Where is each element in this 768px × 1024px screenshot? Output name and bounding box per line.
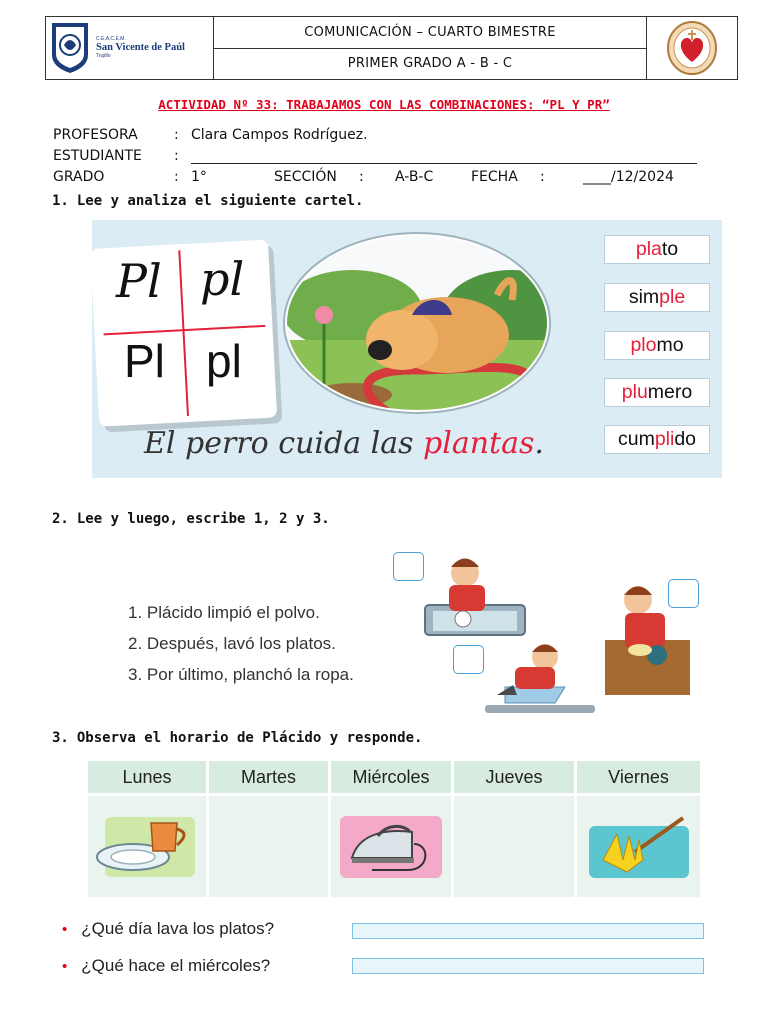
course-title: COMUNICACIÓN – CUARTO BIMESTRE xyxy=(214,17,646,49)
q2-title xyxy=(52,511,330,527)
student-row xyxy=(53,148,703,169)
student-name-line[interactable] xyxy=(191,163,697,164)
duster-icon xyxy=(587,814,691,880)
date-label: FECHA xyxy=(471,169,518,185)
word-3-post: mo xyxy=(656,334,684,356)
bullet-1: • xyxy=(62,921,68,938)
answer-1-input[interactable] xyxy=(352,923,704,939)
word-card-5 xyxy=(604,425,710,454)
order-box-ironing[interactable] xyxy=(453,645,484,674)
word-4-highlight: plu xyxy=(621,381,648,403)
q1-title xyxy=(52,193,363,209)
cursive-upper-pl: Pl xyxy=(116,254,162,308)
word-card-1 xyxy=(604,235,710,264)
day-cell-lunes xyxy=(88,793,209,897)
school-logo-block xyxy=(46,17,214,79)
word-2-pre: sim xyxy=(628,286,660,308)
word-5-post: do xyxy=(674,428,697,450)
pl-poster xyxy=(92,220,722,478)
section-value: A-B-C xyxy=(395,169,434,185)
sentence-end: . xyxy=(534,426,544,461)
section-colon: : xyxy=(359,169,364,185)
plate-cup-icon xyxy=(95,815,199,879)
word-5-pre: cum xyxy=(617,428,655,450)
word-3-highlight: plo xyxy=(630,334,657,356)
weekly-schedule xyxy=(88,761,700,897)
grade-title: PRIMER GRADO A - B - C xyxy=(347,56,513,72)
q3-text: Observa el horario de Plácido y responde. xyxy=(76,730,423,746)
day-cell-jueves xyxy=(454,793,577,897)
teacher-row xyxy=(53,127,703,148)
print-upper-pl: Pl xyxy=(124,335,165,387)
sentence-highlight: plantas xyxy=(423,426,535,461)
student-colon: : xyxy=(174,148,179,164)
header-center xyxy=(214,17,646,79)
heart-crest-icon xyxy=(666,20,718,76)
sequence-item-1: 1. Plácido limpió el polvo. xyxy=(128,603,320,622)
word-5-highlight: pli xyxy=(654,428,675,450)
day-header-lunes: Lunes xyxy=(88,761,209,793)
question-1-line xyxy=(62,919,274,939)
sentence-start: El perro cuida las xyxy=(144,426,414,461)
grade-value: 1° xyxy=(191,169,207,185)
q2-number: 2. xyxy=(52,511,69,527)
school-name: San Vicente de Paúl xyxy=(96,42,185,54)
chores-illustration xyxy=(405,545,705,725)
question-2-line xyxy=(62,956,270,976)
word-card-3 xyxy=(604,331,710,360)
grade-colon: : xyxy=(174,169,179,185)
sequence-list xyxy=(128,597,354,690)
day-header-miercoles: Miércoles xyxy=(331,761,454,793)
word-1-post: to xyxy=(661,238,679,260)
bullet-2: • xyxy=(62,958,68,975)
activity-title: ACTIVIDAD Nº 33: TRABAJAMOS CON LAS COMBINACIONES: “PL Y PR” xyxy=(158,97,610,112)
teacher-label: PROFESORA xyxy=(53,127,138,143)
cursive-lower-pl: pl xyxy=(200,252,245,306)
q1-text: Lee y analiza el siguiente cartel. xyxy=(76,193,364,209)
order-box-dishes[interactable] xyxy=(393,552,424,581)
word-1-highlight: pla xyxy=(635,238,662,260)
poster-sentence xyxy=(144,426,544,461)
day-header-viernes: Viernes xyxy=(577,761,700,793)
document-header xyxy=(45,16,738,80)
date-value: ____/12/2024 xyxy=(583,169,674,185)
day-header-jueves: Jueves xyxy=(454,761,577,793)
grade-label: GRADO xyxy=(53,169,105,185)
day-cell-viernes xyxy=(577,793,700,897)
sequence-item-3: 3. Por último, planchó la ropa. xyxy=(128,665,354,684)
q3-number: 3. xyxy=(52,730,69,746)
crest-block xyxy=(646,17,737,79)
question-1-text: ¿Qué día lava los platos? xyxy=(81,919,275,938)
q1-number: 1. xyxy=(52,193,69,209)
student-info xyxy=(53,127,703,190)
order-box-dusting[interactable] xyxy=(668,579,699,608)
day-header-martes: Martes xyxy=(209,761,331,793)
word-2-highlight: ple xyxy=(659,286,686,308)
print-lower-pl: pl xyxy=(206,335,242,387)
day-cell-miercoles xyxy=(331,793,454,897)
teacher-colon: : xyxy=(174,127,179,143)
word-card-2 xyxy=(604,283,710,312)
school-acronym: C.E.A.C.E.M. xyxy=(96,36,126,43)
grade-row xyxy=(53,169,703,190)
q2-text: Lee y luego, escribe 1, 2 y 3. xyxy=(76,511,330,527)
word-4-post: mero xyxy=(647,381,693,403)
iron-icon xyxy=(338,814,444,880)
date-colon: : xyxy=(540,169,545,185)
question-2-text: ¿Qué hace el miércoles? xyxy=(81,956,271,975)
section-label: SECCIÓN xyxy=(274,169,337,185)
school-city: Trujillo xyxy=(96,52,111,59)
teacher-name: Clara Campos Rodríguez. xyxy=(191,127,368,143)
answer-2-input[interactable] xyxy=(352,958,704,974)
day-cell-martes xyxy=(209,793,331,897)
student-label: ESTUDIANTE xyxy=(53,148,142,164)
school-shield-icon xyxy=(50,21,90,75)
q3-title xyxy=(52,730,422,746)
sequence-item-2: 2. Después, lavó los platos. xyxy=(128,634,336,653)
word-card-4 xyxy=(604,378,710,407)
